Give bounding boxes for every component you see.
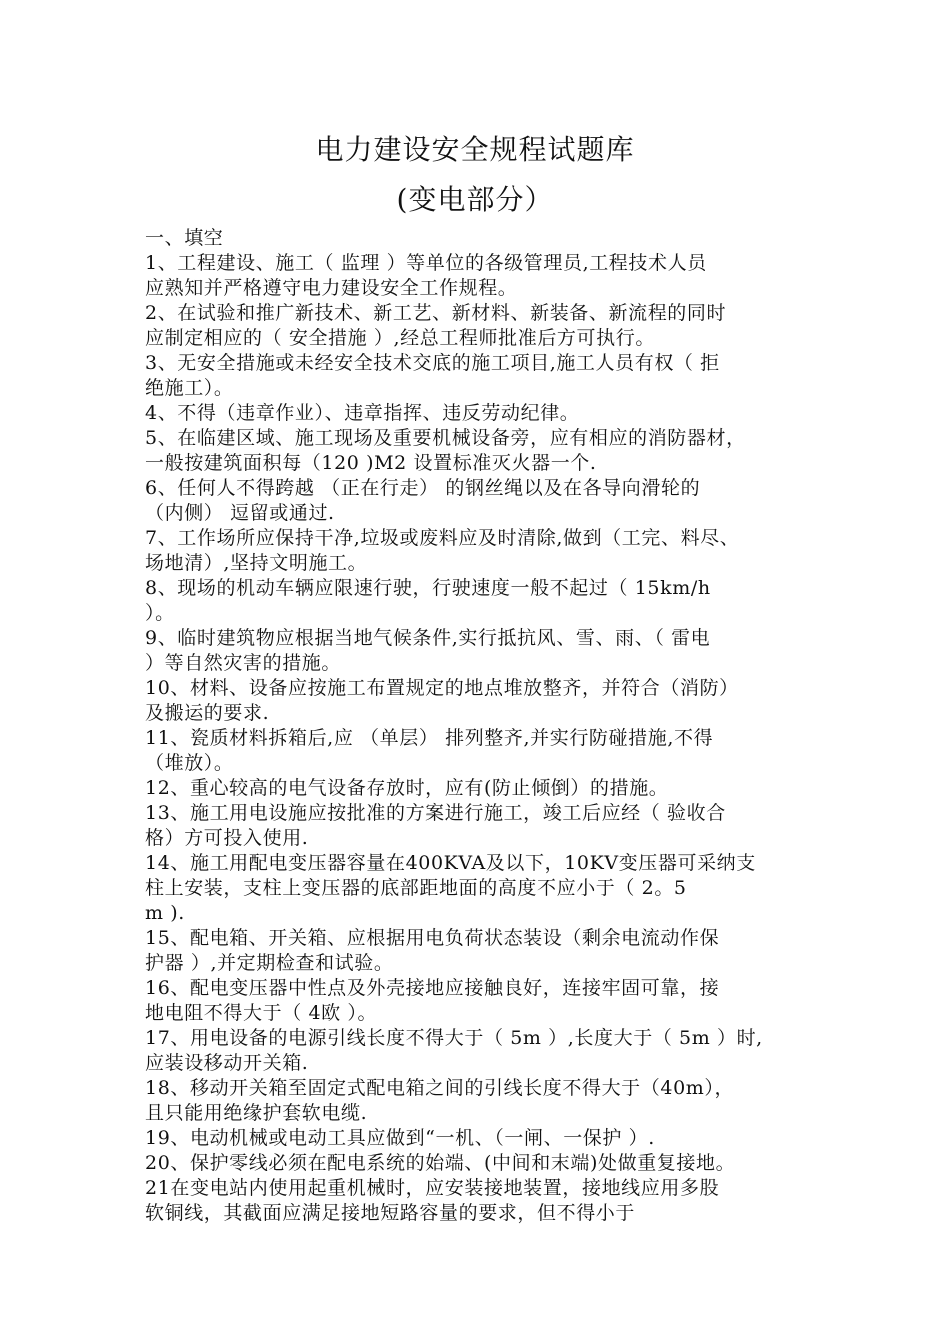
text-line: 场地清）,坚持文明施工。 <box>145 552 368 574</box>
text-line: 14、施工用配电变压器容量在400KVA及以下，10KV变压器可采纳支 <box>145 852 756 874</box>
text-line: 21在变电站内使用起重机械时，应安装接地装置，接地线应用多股 <box>145 1177 720 1199</box>
text-line: （堆放）。 <box>145 752 234 774</box>
text-line: 2、在试验和推广新技术、新工艺、新材料、新装备、新流程的同时 <box>145 302 727 324</box>
text-line: 一般按建筑面积每（120 )M2 设置标准灭火器一个. <box>145 452 597 474</box>
text-line: 应熟知并严格遵守电力建设安全工作规程。 <box>145 277 518 299</box>
document-subtitle: (变电部分） <box>396 183 554 216</box>
text-line: 9、临时建筑物应根据当地气候条件,实行抵抗风、雪、雨、（ 雷电 <box>145 627 711 649</box>
text-line: 护器 ）,并定期检查和试验。 <box>145 952 394 974</box>
text-line: 及搬运的要求. <box>145 702 270 724</box>
text-line: ）。 <box>145 602 175 624</box>
text-line: 6、任何人不得跨越 （正在行走） 的钢丝绳以及在各导向滑轮的 <box>145 477 701 499</box>
text-line: 8、现场的机动车辆应限速行驶，行驶速度一般不起过（ 15km/h <box>145 577 711 599</box>
text-line: 7、工作场所应保持干净,垃圾或废料应及时清除,做到（工完、料尽、 <box>145 527 740 549</box>
text-line: 应制定相应的（ 安全措施 ）,经总工程师批准后方可执行。 <box>145 327 655 349</box>
text-line: ）等自然灾害的措施。 <box>145 652 342 674</box>
text-line: 17、用电设备的电源引线长度不得大于（ 5m ）,长度大于（ 5m ）时, <box>145 1027 763 1049</box>
document-title: 电力建设安全规程试题库 <box>315 133 635 166</box>
text-line: 16、配电变压器中性点及外壳接地应接触良好，连接牢固可靠，接 <box>145 977 720 999</box>
text-line: 13、施工用电设施应按批准的方案进行施工，竣工后应经（ 验收合 <box>145 802 726 824</box>
text-line: 19、电动机械或电动工具应做到“一机、（一闸、一保护 ）. <box>145 1127 655 1149</box>
text-line: 11、瓷质材料拆箱后,应 （单层） 排列整齐,并实行防碰措施,不得 <box>145 727 714 749</box>
text-line: 18、移动开关箱至固定式配电箱之间的引线长度不得大于（40m）， <box>145 1077 735 1099</box>
text-line: 绝施工）。 <box>145 377 234 399</box>
text-line: m ). <box>145 902 185 924</box>
document-body <box>145 226 825 1226</box>
text-line: 柱上安装，支柱上变压器的底部距地面的高度不应小于（ 2。5 <box>145 877 687 899</box>
text-line: 应装设移动开关箱. <box>145 1052 309 1074</box>
text-line: 12、重心较高的电气设备存放时，应有(防止倾倒）的措施。 <box>145 777 669 799</box>
text-line: 20、保护零线必须在配电系统的始端、(中间和末端)处做重复接地。 <box>145 1152 736 1174</box>
text-line: 15、配电箱、开关箱、应根据用电负荷状态装设（剩余电流动作保 <box>145 927 720 949</box>
text-line: 10、材料、设备应按施工布置规定的地点堆放整齐，并符合（消防） <box>145 677 739 699</box>
text-line: 软铜线，其截面应满足接地短路容量的要求，但不得小于 <box>145 1202 636 1224</box>
section-heading: 一、填空 <box>145 227 224 249</box>
text-line: 4、不得（违章作业）、违章指挥、违反劳动纪律。 <box>145 402 580 424</box>
text-line: （内侧） 逗留或通过. <box>145 502 335 524</box>
text-line: 3、无安全措施或未经安全技术交底的施工项目,施工人员有权（ 拒 <box>145 352 720 374</box>
text-line: 且只能用绝缘护套软电缆. <box>145 1102 368 1124</box>
text-line: 格）方可投入使用. <box>145 827 309 849</box>
text-line: 1、工程建设、施工（ 监理 ）等单位的各级管理员,工程技术人员 <box>145 252 707 274</box>
text-line: 5、在临建区域、施工现场及重要机械设备旁，应有相应的消防器材， <box>145 427 746 449</box>
text-line: 地电阻不得大于（ 4欧 ）。 <box>145 1002 378 1024</box>
